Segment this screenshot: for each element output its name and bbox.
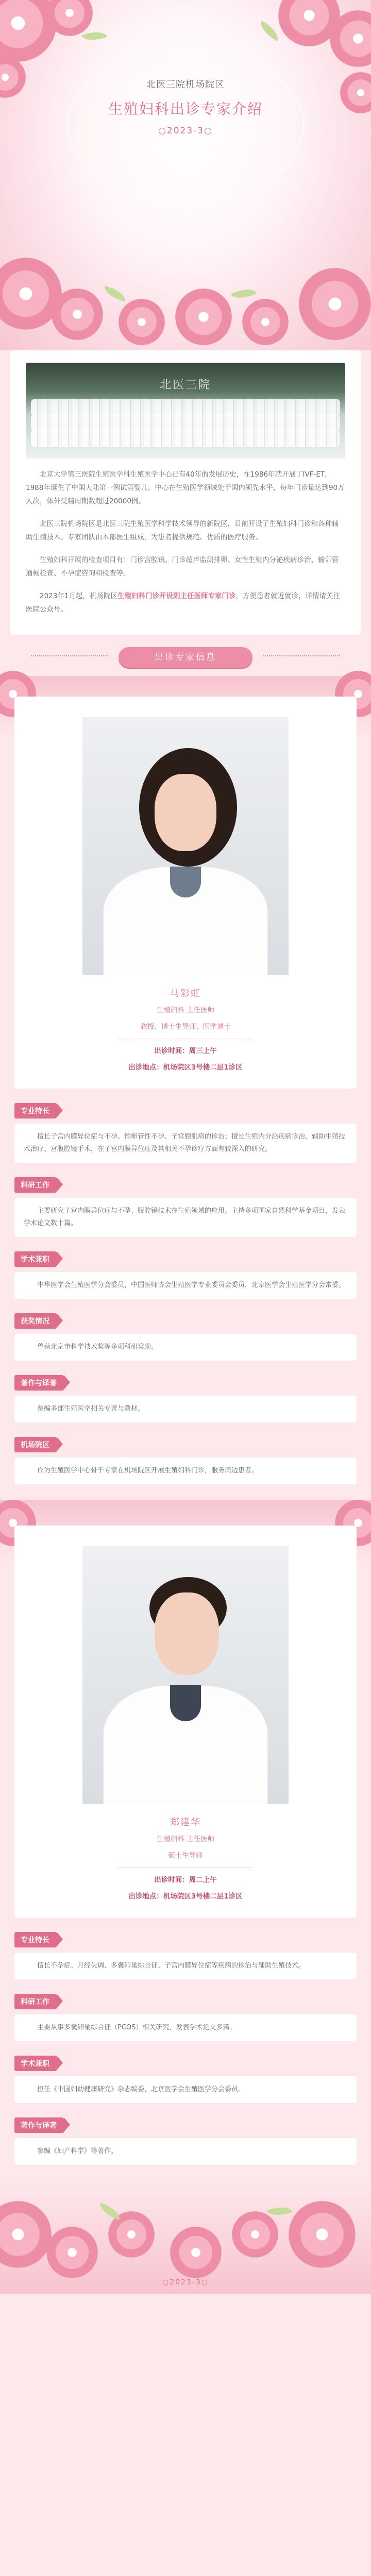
leaf-decoration bbox=[257, 21, 282, 41]
flower-decoration bbox=[175, 289, 232, 345]
flower-decoration bbox=[170, 2227, 222, 2278]
block-tag: 科研工作 bbox=[14, 1994, 57, 2009]
hero-banner bbox=[0, 0, 371, 350]
block-text: 参编《妇产科学》等著作。 bbox=[14, 2138, 357, 2165]
flower-decoration bbox=[119, 299, 165, 345]
block-text: 参编多部生殖医学相关专著与教材。 bbox=[14, 1396, 357, 1422]
flower-decoration bbox=[242, 299, 289, 345]
block-text: 曾获北京市科学技术奖等多项科研奖励。 bbox=[14, 1334, 357, 1361]
section-header bbox=[0, 640, 371, 676]
block-tag: 科研工作 bbox=[14, 1177, 57, 1193]
flower-decoration bbox=[289, 2201, 356, 2268]
doctor-card bbox=[0, 676, 371, 1500]
info-block bbox=[14, 1251, 357, 1299]
block-text: 擅长不孕症、月经失调、多囊卵巢综合征、子宫内膜异位症等疾病的诊治与辅助生殖技术。 bbox=[14, 1953, 357, 1979]
flower-decoration bbox=[299, 268, 371, 340]
doctor-degree: 教授、博士生导师、医学博士 bbox=[140, 1023, 231, 1031]
block-tag: 著作与译著 bbox=[14, 1375, 64, 1391]
leaf-decoration bbox=[97, 2202, 123, 2221]
leaf-decoration bbox=[231, 284, 257, 303]
doctor-photo bbox=[82, 717, 289, 975]
doctor-role: 生殖妇科 主任医师 bbox=[156, 1835, 215, 1843]
photo-sign-text: 北医三院 bbox=[160, 379, 212, 392]
footer bbox=[0, 2180, 371, 2294]
block-text: 主要从事多囊卵巢综合征（PCOS）相关研究，发表学术论文多篇。 bbox=[14, 2014, 357, 2041]
intro-paragraph: 北京大学第三医院生殖医学科生殖医学中心已有40年的发展历史，在1986年就开展了IVF-ET，1988年诞生了中国大陆第一例试管婴儿。中心在生殖医学领域处于国内领先水平，每年门诊量达到90万人次，体外受精周期数超过20000例。 bbox=[26, 470, 345, 505]
clinic-time: 出诊时间：周二上午 bbox=[154, 1876, 217, 1884]
leaf-decoration bbox=[102, 285, 128, 301]
block-text: 擅长子宫内膜异位症与不孕、输卵管性不孕、子宫腺肌病的诊治；擅长生殖内分泌疾病诊治、辅助生殖技术治疗、宫腹腔镜手术，在子宫内膜异位症及其相关不孕诊疗方面有较深入的研究。 bbox=[14, 1124, 357, 1163]
doctor-photo bbox=[82, 1546, 289, 1804]
doctor-card bbox=[0, 1500, 371, 2180]
info-block bbox=[14, 2056, 357, 2103]
block-tag: 获奖情况 bbox=[14, 1313, 57, 1329]
footer-date: ○2023-3○ bbox=[162, 2278, 209, 2286]
doctor-name: 郑建华 bbox=[170, 1817, 201, 1828]
block-tag: 著作与译著 bbox=[14, 2117, 64, 2133]
info-block bbox=[14, 1994, 357, 2041]
info-block bbox=[14, 1177, 357, 1237]
block-tag: 学术兼职 bbox=[14, 1251, 57, 1267]
block-tag: 专业特长 bbox=[14, 1932, 57, 1947]
info-block bbox=[14, 1313, 357, 1361]
block-text: 中华医学会生殖医学分会委员，中国医师协会生殖医学专业委员会委员，北京医学会生殖医学分会常委。 bbox=[14, 1272, 357, 1299]
clinic-location: 出诊地点：机场院区3号楼二层1诊区 bbox=[128, 1892, 243, 1901]
block-tag: 专业特长 bbox=[14, 1103, 57, 1118]
doctor-profile bbox=[14, 697, 357, 1089]
block-tag: 机场院区 bbox=[14, 1437, 57, 1452]
section-title: 出诊专家信息 bbox=[119, 647, 252, 668]
block-text: 主要研究子宫内膜异位症与不孕、腹腔镜技术在生殖领域的应用。主持多项国家自然科学基金项目，发表学术论文数十篇。 bbox=[14, 1198, 357, 1237]
flower-decoration bbox=[232, 2211, 278, 2258]
info-block bbox=[14, 1375, 357, 1422]
flower-decoration bbox=[52, 289, 103, 340]
info-block bbox=[14, 1437, 357, 1484]
info-block bbox=[14, 1932, 357, 1979]
hospital-name: 北医三院机场院区 bbox=[146, 79, 225, 90]
info-block bbox=[14, 2117, 357, 2165]
staff-group-photo bbox=[26, 363, 345, 459]
doctor-role: 生殖妇科 主任医师 bbox=[156, 1006, 215, 1014]
intro-paragraph: 2023年1月起，机场院区生殖妇科门诊开设副主任医师专家门诊，方便患者就近就诊，详情请关注医院公众号。 bbox=[26, 592, 340, 614]
publish-date: ○2023-3○ bbox=[158, 126, 213, 136]
block-tag: 学术兼职 bbox=[14, 2056, 57, 2071]
hospital-introduction bbox=[10, 350, 361, 635]
intro-paragraph: 生殖妇科开展的检查项目有：门诊宫腔镜、门诊超声监测排卵、女性生殖内分泌疾病诊治、输卵管通畅检查、不孕症咨询和检查等。 bbox=[26, 556, 339, 578]
intro-paragraph: 北医三院机场院区是北医三院生殖医学科学技术领导的新院区，目前开设了生殖妇科门诊和各种辅助生殖技术。专家团队由本部医生组成，为患者提供规范、优质的医疗服务。 bbox=[26, 520, 339, 541]
block-text: 作为生殖医学中心骨干专家在机场院区开展生殖妇科门诊，服务周边患者。 bbox=[14, 1458, 357, 1484]
doctor-profile bbox=[14, 1526, 357, 1918]
flower-decoration bbox=[0, 2201, 52, 2268]
block-text: 担任《中国妇幼健康研究》杂志编委，北京医学会生殖医学分会委员。 bbox=[14, 2076, 357, 2103]
page-title: 生殖妇科出诊专家介绍 bbox=[108, 100, 263, 117]
highlight-text: 生殖妇科门诊开设副主任医师专家门诊 bbox=[117, 592, 236, 600]
flower-decoration bbox=[46, 2227, 98, 2278]
doctor-name: 马彩虹 bbox=[170, 988, 201, 999]
clinic-location: 出诊地点：机场院区3号楼二层1诊区 bbox=[128, 1063, 243, 1072]
doctor-degree: 硕士生导师 bbox=[168, 1852, 203, 1860]
info-block bbox=[14, 1103, 357, 1163]
clinic-time: 出诊时间：周三上午 bbox=[154, 1047, 217, 1055]
